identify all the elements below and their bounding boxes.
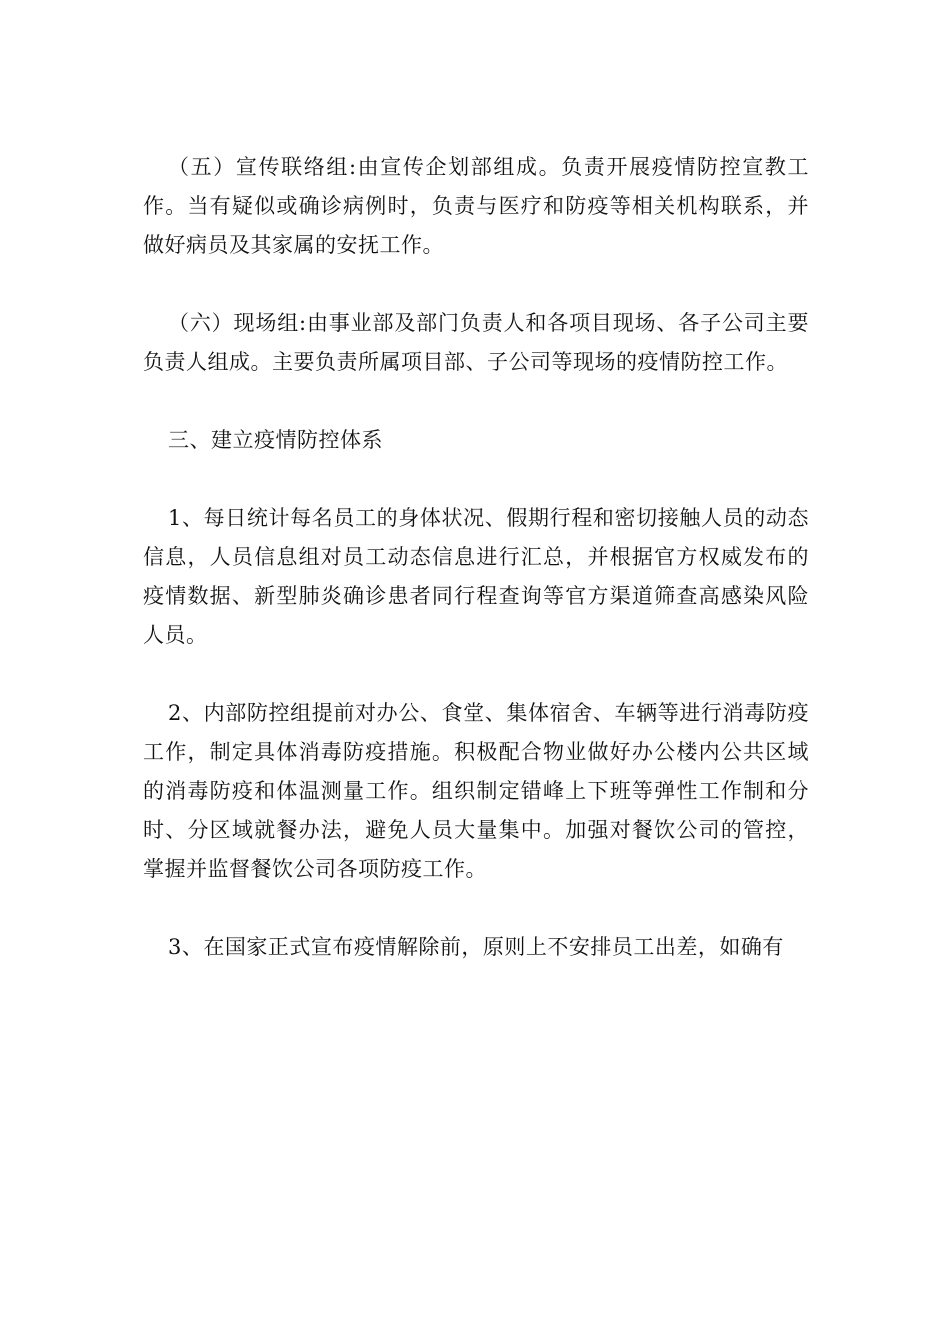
paragraph-publicity-liaison-group: （五）宣传联络组:由宣传企划部组成。负责开展疫情防控宣教工作。当有疑似或确诊病例时，负责与医疗和防疫等相关机构联系，并做好病员及其家属的安抚工作。 [143, 155, 809, 257]
paragraph-onsite-group: （六）现场组:由事业部及部门负责人和各项目现场、各子公司主要负责人组成。主要负责所属项目部、子公司等现场的疫情防控工作。 [143, 311, 809, 374]
section-heading-prevention-system: 三、建立疫情防控体系 [168, 428, 383, 452]
paragraph-item-1: 1、每日统计每名员工的身体状况、假期行程和密切接触人员的动态信息，人员信息组对员工动态信息进行汇总，并根据官方权威发布的疫情数据、新型肺炎确诊患者同行程查询等官方渠道筛查高感染风险人员。 [143, 506, 809, 647]
document-body [143, 148, 809, 967]
paragraph-item-2: 2、内部防控组提前对办公、食堂、集体宿舍、车辆等进行消毒防疫工作，制定具体消毒防疫措施。积极配合物业做好办公楼内公共区域的消毒防疫和体温测量工作。组织制定错峰上下班等弹性工作制和分时、分区域就餐办法，避免人员大量集中。加强对餐饮公司的管控，掌握并监督餐饮公司各项防疫工作。 [143, 701, 809, 881]
paragraph-item-3: 3、在国家正式宣布疫情解除前，原则上不安排员工出差，如确有 [168, 935, 784, 959]
